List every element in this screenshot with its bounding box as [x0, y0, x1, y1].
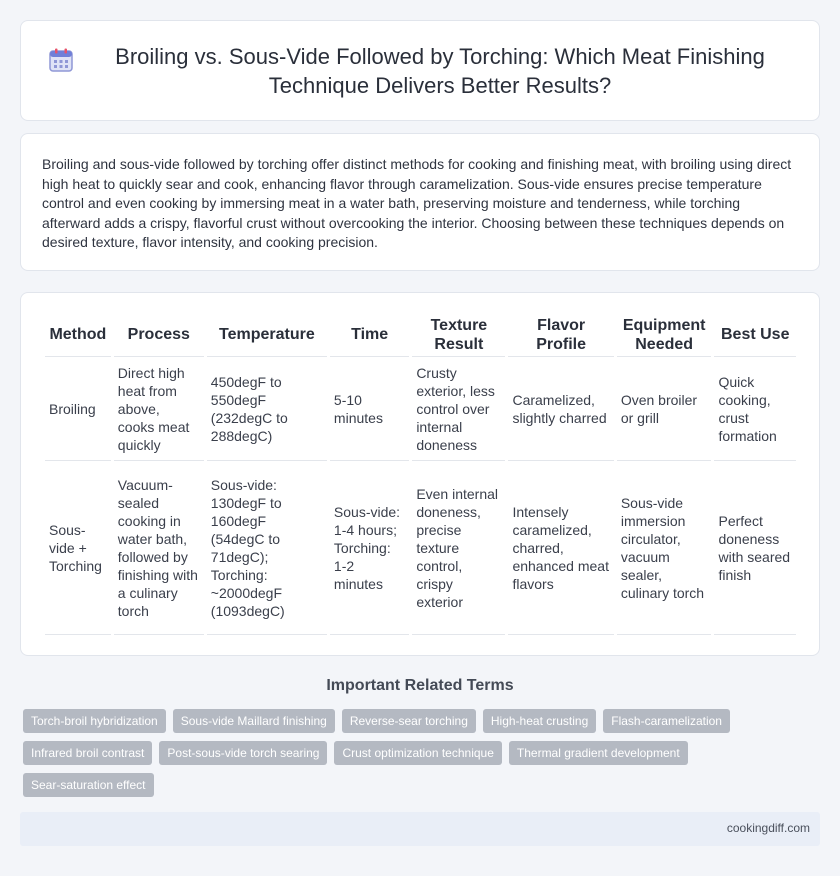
table-cell: Oven broiler or grill: [617, 357, 712, 461]
column-header: Texture Result: [412, 313, 505, 357]
column-header: Process: [114, 313, 204, 357]
page-title: Broiling vs. Sous-Vide Followed by Torching: Which Meat Finishing Technique Delivers Better Results?: [115, 43, 765, 98]
table-cell: 450degF to 550degF (232degC to 288degC): [207, 357, 327, 461]
footer-site-link[interactable]: cookingdiff.com: [726, 821, 810, 835]
comparison-table: [42, 313, 799, 635]
table-cell: Intensely caramelized, charred, enhanced meat flavors: [508, 461, 613, 635]
related-term-tag[interactable]: Flash-caramelization: [603, 709, 730, 733]
related-term-tag[interactable]: Thermal gradient development: [509, 741, 688, 765]
table-row: [45, 357, 796, 461]
column-header: Method: [45, 313, 111, 357]
related-term-tag[interactable]: Crust optimization technique: [334, 741, 501, 765]
title-card: [20, 20, 820, 121]
table-header-row: [45, 313, 796, 357]
table-row: [45, 461, 796, 635]
table-cell: Quick cooking, crust formation: [714, 357, 796, 461]
related-term-tag[interactable]: Post-sous-vide torch searing: [159, 741, 327, 765]
footer: [20, 812, 820, 846]
table-cell: Crusty exterior, less control over internal doneness: [412, 357, 505, 461]
related-terms-heading: Important Related Terms: [326, 677, 514, 694]
column-header: Temperature: [207, 313, 327, 357]
table-cell: Caramelized, slightly charred: [508, 357, 613, 461]
table-cell: Sous-vide: 1-4 hours; Torching: 1-2 minutes: [330, 461, 409, 635]
column-header: Flavor Profile: [508, 313, 613, 357]
related-term-tag[interactable]: Sear-saturation effect: [23, 773, 154, 797]
related-term-tag[interactable]: High-heat crusting: [483, 709, 596, 733]
table-cell: Sous-vide + Torching: [45, 461, 111, 635]
related-term-tag[interactable]: Infrared broil contrast: [23, 741, 152, 765]
table-cell: Sous-vide: 130degF to 160degF (54degC to 71degC); Torching: ~2000degF (1093degC): [207, 461, 327, 635]
table-cell: Perfect doneness with seared finish: [714, 461, 796, 635]
table-cell: Direct high heat from above, cooks meat quickly: [114, 357, 204, 461]
column-header: Equipment Needed: [617, 313, 712, 357]
table-cell: Sous-vide immersion circulator, vacuum sealer, culinary torch: [617, 461, 712, 635]
related-term-tag[interactable]: Torch-broil hybridization: [23, 709, 166, 733]
table-cell: Broiling: [45, 357, 111, 461]
table-cell: 5-10 minutes: [330, 357, 409, 461]
column-header: Best Use: [714, 313, 796, 357]
intro-paragraph: Broiling and sous-vide followed by torching offer distinct methods for cooking and finishing meat, with broiling using direct high heat to quickly sear and cook, enhancing flavor through caramelization. Sous-vide ensures precise temperature control and even cooking by immersing meat in a water bath, preserving moisture and tenderness, while torching afterward adds a crispy, flavorful crust without overcooking the interior. Choosing between these techniques depends on desired texture, flavor intensity, and cooking precision.: [42, 156, 792, 251]
related-term-tag[interactable]: Reverse-sear torching: [342, 709, 476, 733]
table-cell: Even internal doneness, precise texture control, crispy exterior: [412, 461, 505, 635]
table-cell: Vacuum-sealed cooking in water bath, followed by finishing with a culinary torch: [114, 461, 204, 635]
intro-card: [20, 133, 820, 271]
comparison-table-card: [20, 292, 820, 656]
related-terms-list: [23, 709, 803, 797]
column-header: Time: [330, 313, 409, 357]
related-term-tag[interactable]: Sous-vide Maillard finishing: [173, 709, 335, 733]
